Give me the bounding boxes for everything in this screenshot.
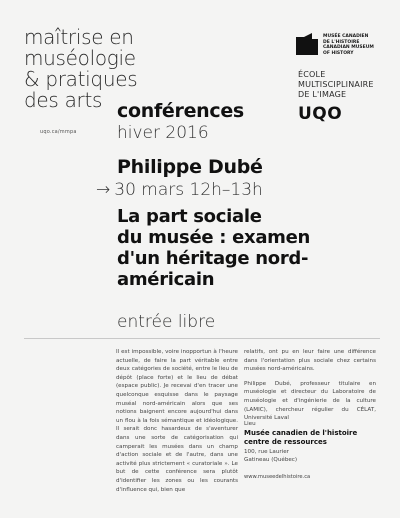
museum-logo [296,33,386,61]
venue-address-line: 100, rue Laurier [244,449,289,455]
school-line: ÉCOLE [298,70,326,79]
venue-label: Lieu [244,421,256,427]
museum-logo-icon [296,33,318,55]
speaker-bio: Philippe Dubé, professeur titulaire en muséologie et directeur du Laboratoire de muséologie et d'ingénierie de la culture (LAMIC), chercheur régulier du CÉLAT, Université Laval [244,380,376,422]
venue-name-line: centre de ressources [244,437,327,446]
talk-title-line: d'un héritage nord- [117,248,309,269]
divider [24,338,380,339]
abstract-continued: relatifs, ont pu en leur faire une différence dans l'orientation plus sociale chez certains musées nord-américains. [244,349,376,373]
admission: entrée libre [117,312,216,332]
university-logo: UQO [298,104,343,124]
talk-title-line: américain [117,269,215,290]
school-line: DE L'IMAGE [298,90,347,99]
school-line: MULTISCIPLINAIRE [298,80,374,89]
event-date-text: 30 mars 12h–13h [114,180,263,200]
program-line: des arts [24,88,103,112]
museum-name-fr-1: MUSÉE CANADIEN [323,34,369,39]
series-season: hiver 2016 [117,123,209,143]
museum-name-en-2: OF HISTORY [323,50,354,56]
venue-address [244,448,297,465]
series-title: conférences [117,100,244,122]
program-line: maîtrise en [24,25,134,49]
program-url[interactable]: uqo.ca/mmpa [40,129,77,135]
venue-name [244,429,384,446]
arrow-right-icon: → [96,180,111,200]
venue-url[interactable]: www.museedelhistoire.ca [244,474,311,480]
event-date [96,180,263,200]
talk-title [117,206,377,290]
museum-name-en-1: CANADIAN MUSEUM [323,45,374,51]
program-name [24,27,234,111]
venue-address-line: Gatineau (Québec) [244,457,298,464]
museum-name-fr-2: DE L'HISTOIRE [323,39,360,45]
program-line: & pratiques [24,67,138,91]
talk-title-line: La part sociale [117,206,262,227]
museum-name [323,34,374,56]
speaker-name: Philippe Dubé [117,156,263,178]
talk-title-line: du musée : examen [117,227,311,248]
school-name [298,70,374,100]
abstract-column-2 [244,348,376,429]
abstract-text: Il est impossible, voire inopportun à l'heure actuelle, de faire la part véritable entre deux catégories de société, entre le lieu de dépôt (place forte) et le lieu de débat (espace public). Je recevai d'en tracer une quelconque esquisse dans le paysage muséal nord-américain alors que ses notions baignent encore aujourd'hui dans un flou à la fois sémantique et idéologique. Il serait donc hasardeux de s'aventurer dans une sorte de catégorisation qui camperait les musées dans un champ d'action sociale et de l'autre, dans une activité plus strictement « curatoriale ». Le but de cette conférence sera plutôt d'identifier les zones ou les courants d'influence qui, bien que [116,349,238,493]
abstract-column [116,348,238,500]
program-line: muséologie [24,46,136,70]
venue-name-line: Musée canadien de l'histoire [244,429,358,437]
